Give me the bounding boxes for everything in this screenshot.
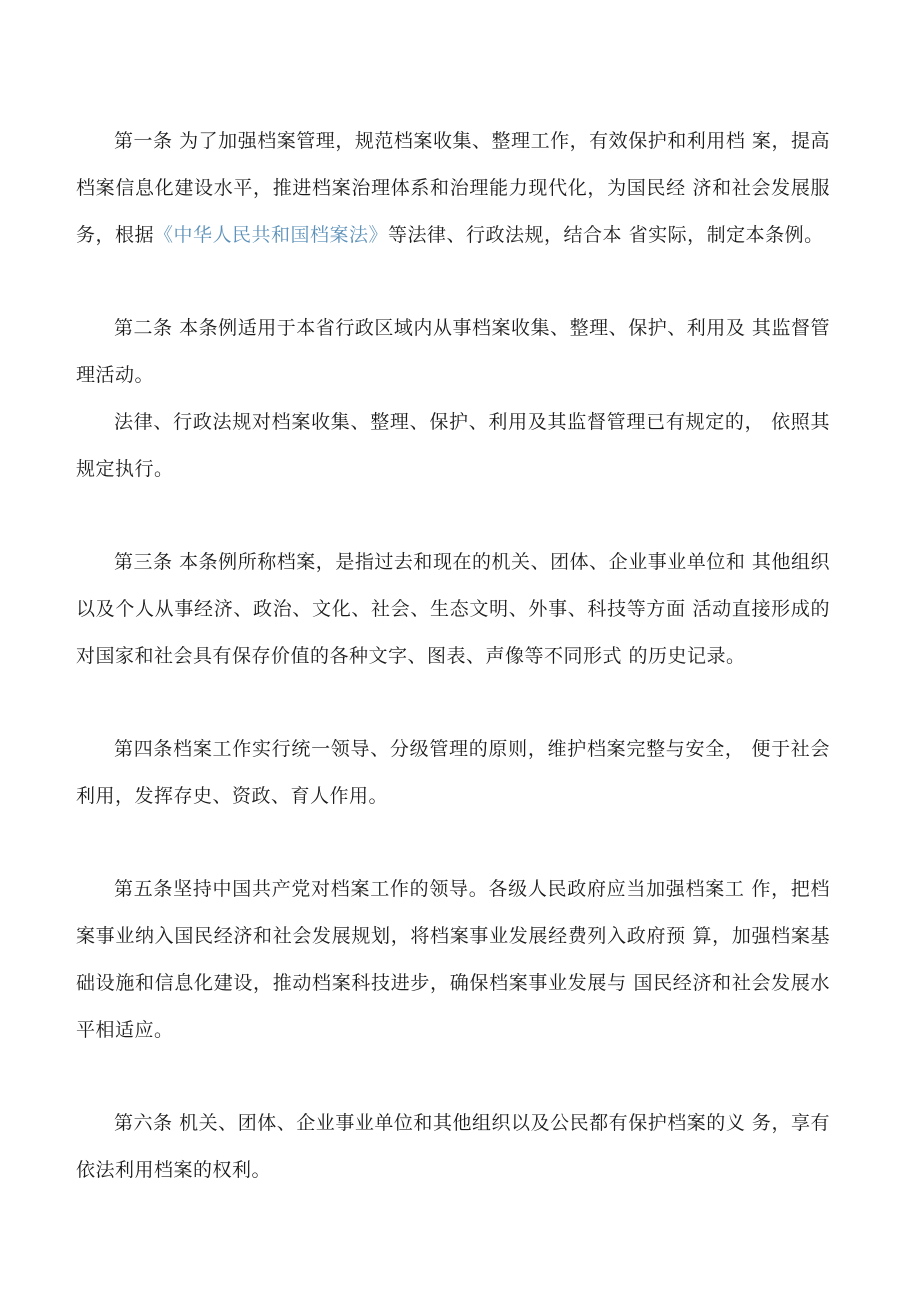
document-page (76, 118, 830, 1194)
article-5-paragraph: 第五条坚持中国共产党对档案工作的领导。各级人民政府应当加强档案工 作，把档案事业纳入国民经济和社会发展规划，将档案事业发展经费列入政府预 算，加强档案基础设施和信息化建设，推动档案科技进步，确保档案事业发展与 国民经济和社会发展水平相适应。 (76, 878, 830, 1041)
article-spacer (76, 820, 830, 866)
article-3-paragraph: 第三条 本条例所称档案，是指过去和现在的机关、团体、企业事业单位和 其他组织以及个人从事经济、政治、文化、社会、生态文明、外事、科技等方面 活动直接形成的对国家和社会具有保存价值的各种文字、图表、声像等不同形式 的历史记录。 (76, 551, 830, 667)
article-1-paragraph (76, 118, 830, 259)
article-1-text-before-link: 第一条 为了加强档案管理，规范档案收集、整理工作，有效保护和利用档 案，提高档案信息化建设水平，推进档案治理体系和治理能力现代化，为国民经 济和社会发展服务，根据 (76, 130, 830, 246)
article-6-paragraph: 第六条 机关、团体、企业事业单位和其他组织以及公民都有保护档案的义 务，享有依法利用档案的权利。 (76, 1112, 830, 1181)
archives-law-link[interactable]: 《中华人民共和国档案法》 (154, 224, 389, 246)
article-1-text-after-link: 等法律、行政法规，结合本 省实际，制定本条例。 (388, 224, 824, 246)
article-2-paragraph-2: 法律、行政法规对档案收集、整理、保护、利用及其监督管理已有规定的， 依照其规定执行。 (76, 411, 830, 480)
article-2-paragraph-1: 第二条 本条例适用于本省行政区域内从事档案收集、整理、保护、利用及 其监督管理活动。 (76, 317, 830, 386)
article-spacer (76, 259, 830, 305)
article-5 (76, 866, 830, 1054)
article-4 (76, 726, 830, 820)
article-6 (76, 1100, 830, 1194)
article-spacer (76, 493, 830, 539)
article-2 (76, 305, 830, 493)
article-spacer (76, 680, 830, 726)
article-spacer (76, 1054, 830, 1100)
article-3 (76, 539, 830, 680)
article-4-paragraph: 第四条档案工作实行统一领导、分级管理的原则，维护档案完整与安全， 便于社会利用，发挥存史、资政、育人作用。 (76, 738, 830, 807)
article-1 (76, 118, 830, 259)
